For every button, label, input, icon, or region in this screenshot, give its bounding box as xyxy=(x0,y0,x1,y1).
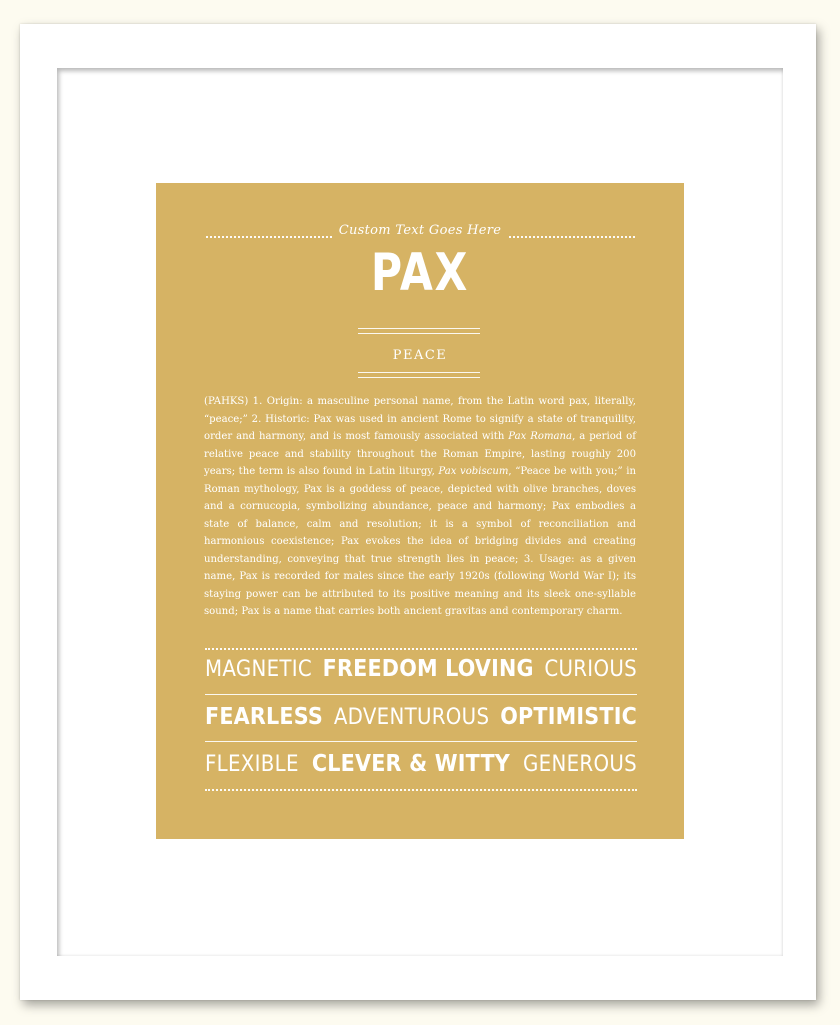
trait-separator xyxy=(205,741,637,742)
trait-separator xyxy=(205,694,637,695)
rule-above-meaning xyxy=(358,328,480,329)
definition-part-3: , “Peace be with you;” in Roman mythology, Pax is a goddess of peace, depicted with olive branches, doves and a cornucopia, symbolizing abundance, peace and harmony; Pax embodies a state of balance, calm and resolution; it is a symbol of reconciliation and harmonious coexistence; Pax evokes the idea of bridging divides and creating understanding, conveying that true strength lies in peace; 3. Usage: as a given name, Pax is recorded for males since the early 1920s (following World War I); its staying power can be attributed to its positive meaning and its sleek one-syllable sound; Pax is a name that carries both ancient gravitas and contemporary charm. xyxy=(204,466,636,617)
definition-text xyxy=(204,393,636,621)
definition-part-1: (PAHKS) 1. Origin: a masculine personal name, from the Latin word pax, literally, “peace;” 2. Historic: Pax was used in ancient Rome to signify a state of tranquility, order and harmony, and is most famously associated with xyxy=(204,396,636,442)
dotted-divider-traits-top xyxy=(205,648,637,650)
traits-line-2 xyxy=(205,704,637,730)
rule-below-meaning-2 xyxy=(358,377,480,378)
rule-below-meaning xyxy=(358,372,480,373)
trait: GENEROUS xyxy=(523,752,637,777)
mat-board xyxy=(57,68,783,956)
trait: OPTIMISTIC xyxy=(500,704,637,730)
name-title: PAX xyxy=(370,243,470,303)
definition-part-2: , a period of relative peace and stability throughout the Roman Empire, lasting roughly 200 years; the term is also found in Latin liturgy, xyxy=(204,431,636,477)
traits-line-1 xyxy=(205,656,637,682)
trait: FREEDOM LOVING xyxy=(322,656,534,682)
trait: ADVENTUROUS xyxy=(333,705,490,730)
definition-italic-1: Pax Romana xyxy=(508,431,573,442)
rule-above-meaning-2 xyxy=(358,333,480,334)
traits-line-3 xyxy=(205,751,637,777)
name-meaning: PEACE xyxy=(392,348,448,363)
trait: CURIOUS xyxy=(544,657,637,682)
trait: FEARLESS xyxy=(205,704,323,730)
trait: CLEVER & WITTY xyxy=(311,751,510,777)
name-print xyxy=(156,183,684,839)
trait: FLEXIBLE xyxy=(205,752,299,777)
dotted-divider-right xyxy=(509,236,635,238)
custom-text: Custom Text Goes Here xyxy=(338,223,502,238)
dotted-divider-traits-bottom xyxy=(205,789,637,791)
picture-frame xyxy=(20,24,816,1000)
trait: MAGNETIC xyxy=(205,657,313,682)
definition-italic-2: Pax vobiscum xyxy=(438,466,509,477)
